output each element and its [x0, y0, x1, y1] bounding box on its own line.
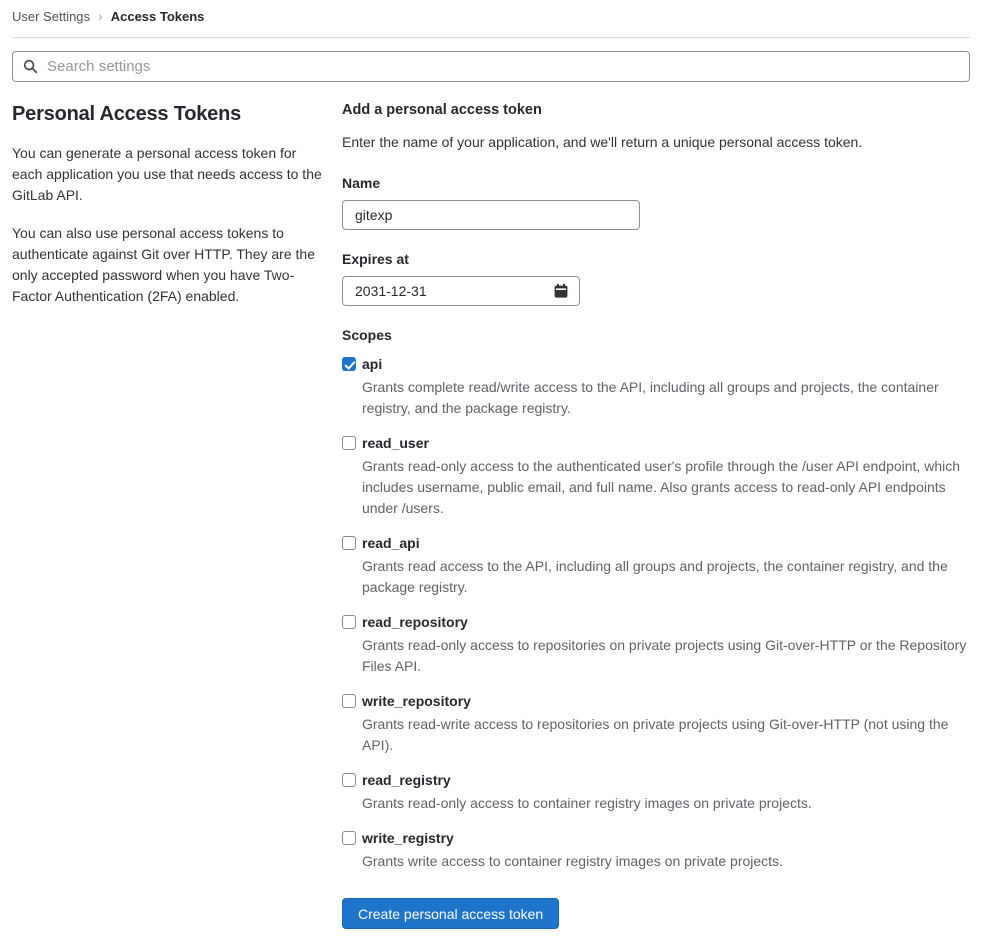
expires-at-field: [342, 276, 580, 306]
scope-row-api: [342, 356, 970, 419]
scope-description: Grants write access to container registry images on private projects.: [362, 853, 783, 869]
search-input[interactable]: [12, 51, 970, 82]
scope-checkbox-read_api[interactable]: [342, 536, 356, 550]
scope-description: Grants read-only access to container registry images on private projects.: [362, 795, 812, 811]
scope-name-read_repository[interactable]: read_repository: [362, 614, 468, 630]
scope-row-write_registry: [342, 830, 970, 872]
breadcrumb-access-tokens: Access Tokens: [110, 9, 205, 24]
info-paragraph-2: You can also use personal access tokens to authenticate against Git over HTTP. They are the only accepted password when you have Two-Factor Authentication (2FA) enabled.: [12, 225, 315, 304]
scope-checkbox-write_registry[interactable]: [342, 831, 356, 845]
scope-row-write_repository: [342, 693, 970, 756]
scope-name-api[interactable]: api: [362, 356, 383, 372]
scope-description: Grants read access to the API, including all groups and projects, the container registry, and the package registry.: [362, 558, 948, 595]
section-info: [12, 99, 342, 324]
calendar-icon[interactable]: [553, 283, 569, 299]
token-name-input[interactable]: [342, 200, 640, 230]
scope-description: Grants read-write access to repositories on private projects using Git-over-HTTP (not using the API).: [362, 716, 949, 753]
name-label: Name: [342, 175, 381, 191]
form-description: Enter the name of your application, and we'll return a unique personal access token.: [342, 134, 863, 150]
expires-at-input[interactable]: [342, 276, 580, 306]
create-token-button[interactable]: Create personal access token: [342, 898, 559, 929]
scope-row-read_registry: [342, 772, 970, 814]
scopes-label: Scopes: [342, 327, 392, 343]
scope-description: Grants read-only access to repositories on private projects using Git-over-HTTP or the Repository Files API.: [362, 637, 967, 674]
scope-checkbox-read_registry[interactable]: [342, 773, 356, 787]
scope-name-read_registry[interactable]: read_registry: [362, 772, 451, 788]
breadcrumb-user-settings[interactable]: User Settings: [12, 9, 91, 24]
scope-name-write_repository[interactable]: write_repository: [362, 693, 471, 709]
scope-checkbox-read_repository[interactable]: [342, 615, 356, 629]
scope-name-read_user[interactable]: read_user: [362, 435, 429, 451]
token-form: [342, 99, 970, 947]
info-paragraph-1: You can generate a personal access token for each application you use that needs access to the GitLab API.: [12, 145, 322, 203]
breadcrumb: [12, 0, 970, 37]
scope-checkbox-read_user[interactable]: [342, 436, 356, 450]
scope-checkbox-write_repository[interactable]: [342, 694, 356, 708]
scope-row-read_user: [342, 435, 970, 519]
scope-checkbox-api[interactable]: [342, 357, 356, 371]
scope-row-read_repository: [342, 614, 970, 677]
scope-row-read_api: [342, 535, 970, 598]
scope-description: Grants complete read/write access to the API, including all groups and projects, the container registry, and the package registry.: [362, 379, 939, 416]
expires-at-label: Expires at: [342, 251, 409, 267]
search-settings-bar: [12, 51, 970, 82]
chevron-right-icon: ›: [98, 8, 103, 24]
form-title: Add a personal access token: [342, 102, 542, 118]
header-divider: [12, 37, 970, 38]
scope-name-write_registry[interactable]: write_registry: [362, 830, 454, 846]
scope-description: Grants read-only access to the authenticated user's profile through the /user API endpoint, which includes username, public email, and full name. Also grants access to read-only API endpoints under /users.: [362, 458, 961, 516]
scope-name-read_api[interactable]: read_api: [362, 535, 420, 551]
page-title: Personal Access Tokens: [12, 103, 242, 125]
